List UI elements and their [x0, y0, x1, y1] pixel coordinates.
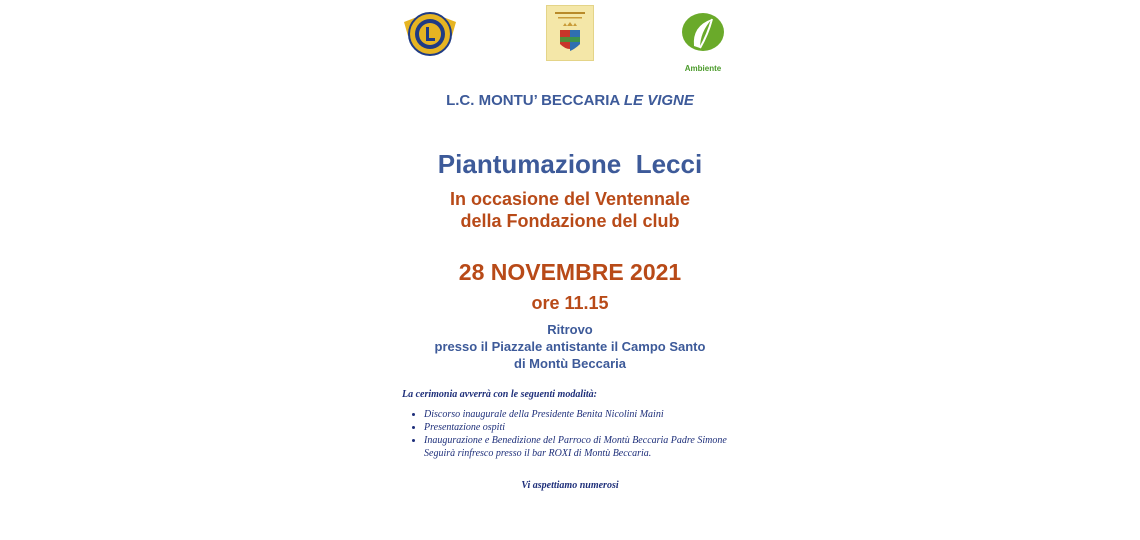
club-name-main: L.C. MONTU’ BECCARIA — [446, 92, 620, 109]
closing-message: Vi aspettiamo numerosi — [521, 480, 619, 491]
meeting-line-1: Ritrovo — [547, 322, 593, 337]
refreshment-note: Seguirà rinfresco presso il bar ROXI di Montù Beccaria. — [424, 448, 652, 459]
list-item: Discorso inaugurale della Presidente Benita Nicolini Maini — [424, 408, 754, 421]
meeting-line-2: presso il Piazzale antistante il Campo Santo — [434, 339, 706, 354]
event-time: ore 11.15 — [531, 293, 609, 313]
event-title: Piantumazione Lecci — [437, 149, 703, 179]
subtitle-line-1: In occasione del Ventennale — [449, 189, 691, 209]
lions-logo-icon — [402, 6, 458, 58]
ambiente-label: Ambiente — [684, 64, 722, 73]
ambiente-leaf-icon — [678, 12, 728, 56]
meeting-line-3: di Montù Beccaria — [514, 356, 626, 371]
ceremony-list — [424, 408, 754, 460]
list-item: Presentazione ospiti — [424, 421, 754, 434]
municipal-crest-icon — [546, 5, 594, 61]
club-name — [380, 92, 760, 109]
ceremony-intro: La cerimonia avverrà con le seguenti modalità: — [402, 389, 597, 400]
list-item: Inaugurazione e Benedizione del Parroco di Montù Beccaria Padre Simone — [424, 434, 754, 447]
club-name-suffix: LE VIGNE — [623, 92, 694, 109]
meeting-point — [380, 321, 760, 372]
flyer-page — [380, 0, 760, 540]
event-subtitle — [380, 188, 760, 232]
subtitle-line-2: della Fondazione del club — [460, 211, 680, 231]
event-date: 28 NOVEMBRE 2021 — [458, 259, 682, 285]
